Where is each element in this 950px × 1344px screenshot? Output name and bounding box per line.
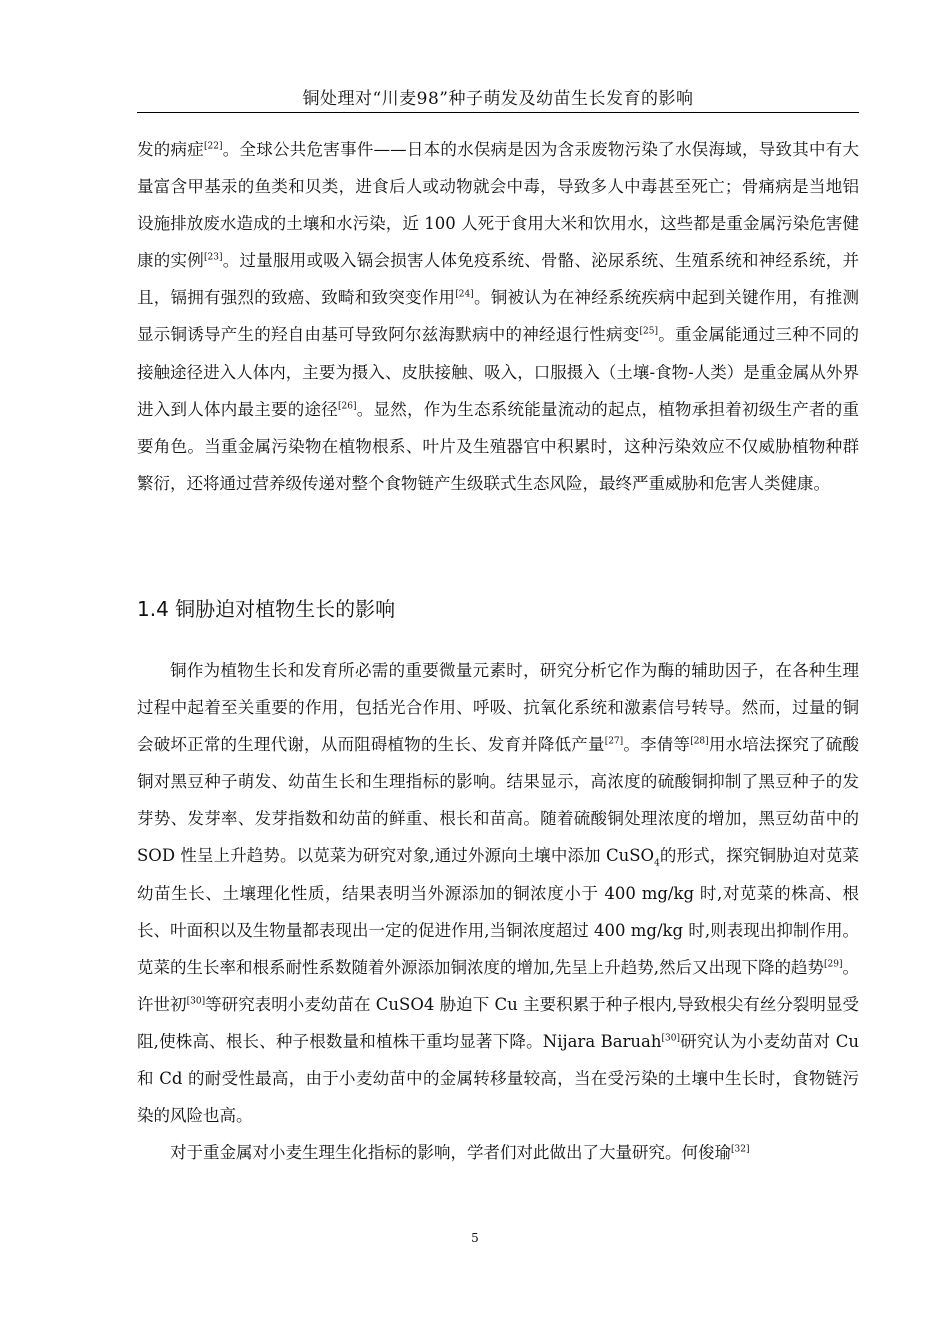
citation: [22] [204, 141, 223, 152]
citation: [29] [824, 959, 843, 970]
citation: [25] [639, 326, 658, 337]
paragraph-health-risks: 发的病症[22]。全球公共危害事件——日本的水俣病是因为含汞废物污染了水俣海域，导致其中有大量富含甲基汞的鱼类和贝类，进食后人或动物就会中毒，导致多人中毒甚至死亡；骨痛病是当地铝设施排放废水造成的土壤和水污染，近 100 人死于食用大米和饮用水，这些都是重金属污染危害健康的实例[23]。过量服用或吸入镉会损害人体免疫系统、骨骼、泌尿系统、生殖系统和神经系统，并且，镉拥有强烈的致癌、致畸和致突变作用[24]。铜被认为在神经系统疾病中起到关键作用，有推测显示铜诱导产生的羟自由基可导致阿尔兹海默病中的神经退行性病变[25]。重金属能通过三种不同的接触途径进入人体内，主要为摄入、皮肤接触、吸入，口服摄入（土壤-食物-人类）是重金属从外界进入到人体内最主要的途径[26]。显然，作为生态系统能量流动的起点，植物承担着初级生产者的重要角色。当重金属污染物在植物根系、叶片及生殖器官中积累时，这种污染效应不仅威胁植物种群繁衍，还将通过营养级传递对整个食物链产生级联式生态风险，最终严重威胁和危害人类健康。 [137, 140, 860, 493]
citation: [26] [338, 401, 357, 412]
citation: [24] [455, 289, 474, 300]
paragraph-wheat-physiology: 对于重金属对小麦生理生化指标的影响，学者们对此做出了大量研究。何俊瑜[32] [170, 1143, 750, 1163]
paragraph-block-2 [137, 652, 859, 1171]
citation: [30] [186, 996, 206, 1007]
citation: [30] [661, 1033, 681, 1044]
header-divider [137, 112, 859, 113]
running-header: 铜处理对“川麦98”种子萌发及幼苗生长发育的影响 [302, 89, 694, 109]
citation: [32] [731, 1144, 750, 1155]
page-number: 5 [471, 1231, 479, 1245]
paragraph-copper-stress: 铜作为植物生长和发育所必需的重要微量元素时，研究分析它作为酶的辅助因子，在各种生理过程中起着至关重要的作用，包括光合作用、呼吸、抗氧化系统和激素信号转导。然而，过量的铜会破坏正常的生理代谢，从而阻碍植物的生长、发育并降低产量[27]。李倩等[28]用水培法探究了硫酸铜对黑豆种子萌发、幼苗生长和生理指标的影响。结果显示，高浓度的硫酸铜抑制了黑豆种子的发芽势、发芽率、发芽指数和幼苗的鲜重、根长和苗高。随着硫酸铜处理浓度的增加，黑豆幼苗中的 SOD 性呈上升趋势。以苋菜为研究对象,通过外源向土壤中添加 CuSO$_4$的形式，探究铜胁迫对苋菜幼苗生长、土壤理化性质，结果表明当外源添加的铜浓度小于 400 mg/kg 时,对苋菜的株高、根长、叶面积以及生物量都表现出一定的促进作用,当铜浓度超过 400 mg/kg 时,则表现出抑制作用。苋菜的生长率和根系耐性系数随着外源添加铜浓度的增加,先呈上升趋势,然后又出现下降的趋势[29]。许世初[30]等研究表明小麦幼苗在 CuSO4 胁迫下 Cu 主要积累于种子根内,导致根尖有丝分裂明显受阻,使株高、根长、种子根数量和植株干重均显著下降。Nijara Baruah[30]研究认为小麦幼苗对 Cu 和 Cd 的耐受性最高，由于小麦幼苗中的金属转移量较高，当在受污染的土壤中生长时，食物链污染的风险也高。 [137, 661, 860, 1126]
citation: [23] [204, 252, 223, 263]
citation: [27] [604, 736, 624, 747]
subscript: 4 [654, 858, 660, 869]
paragraph-block-1 [137, 131, 859, 502]
section-heading: 1.4 铜胁迫对植物生长的影响 [137, 597, 396, 621]
citation: [28] [690, 736, 709, 747]
